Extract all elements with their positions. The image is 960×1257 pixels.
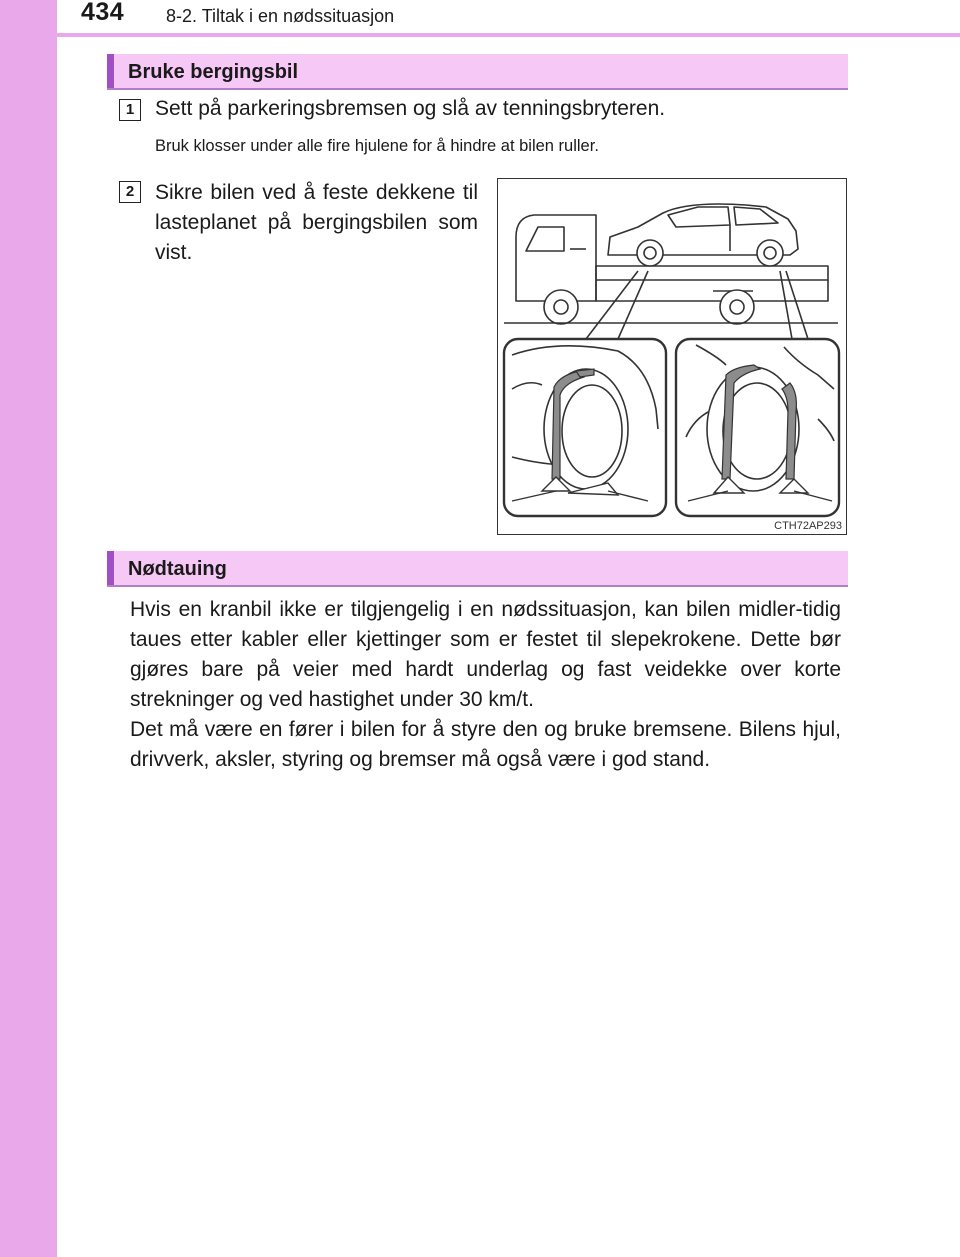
chapter-title: 8-2. Tiltak i en nødssituasjon <box>166 6 395 26</box>
section-title: Nødtauing <box>128 558 227 580</box>
figure-code: CTH72AP293 <box>774 520 842 532</box>
page-number: 434 <box>81 0 125 26</box>
tow-truck-illustration <box>497 178 847 535</box>
step-badge-1: 1 <box>119 99 141 121</box>
section-heading-emergency-towing <box>107 551 848 587</box>
section-accent <box>107 551 114 585</box>
paragraph: Det må være en fører i bilen for å styre den og bruke bremsene. Bilens hjul, drivverk, aksler, styring og bremser må også være i god stand. <box>130 718 841 771</box>
tow-truck-drawing <box>498 179 845 533</box>
step-1-text: Sett på parkeringsbremsen og slå av tenningsbryteren. <box>155 97 666 120</box>
header-rule <box>57 33 960 37</box>
step-badge-2: 2 <box>119 181 141 203</box>
section-heading-towing-truck <box>107 54 848 90</box>
step-2-text: Sikre bilen ved å feste dekkene til lasteplanet på bergingsbilen som vist. <box>155 181 478 264</box>
paragraph: Hvis en kranbil ikke er tilgjengelig i en nødssituasjon, kan bilen midler-tidig taues etter kabler eller kjettinger som er festet til slepekrokene. Dette bør gjøres bare på veier med hardt underlag og fast veidekke over korte strekninger og ved hastighet under 30 km/t. <box>130 598 841 711</box>
emergency-towing-body <box>130 595 841 775</box>
section-accent <box>107 54 114 88</box>
page-sidebar <box>0 0 57 1257</box>
section-title: Bruke bergingsbil <box>128 61 299 83</box>
step-1-note: Bruk klosser under alle fire hjulene for å hindre at bilen ruller. <box>155 137 599 155</box>
